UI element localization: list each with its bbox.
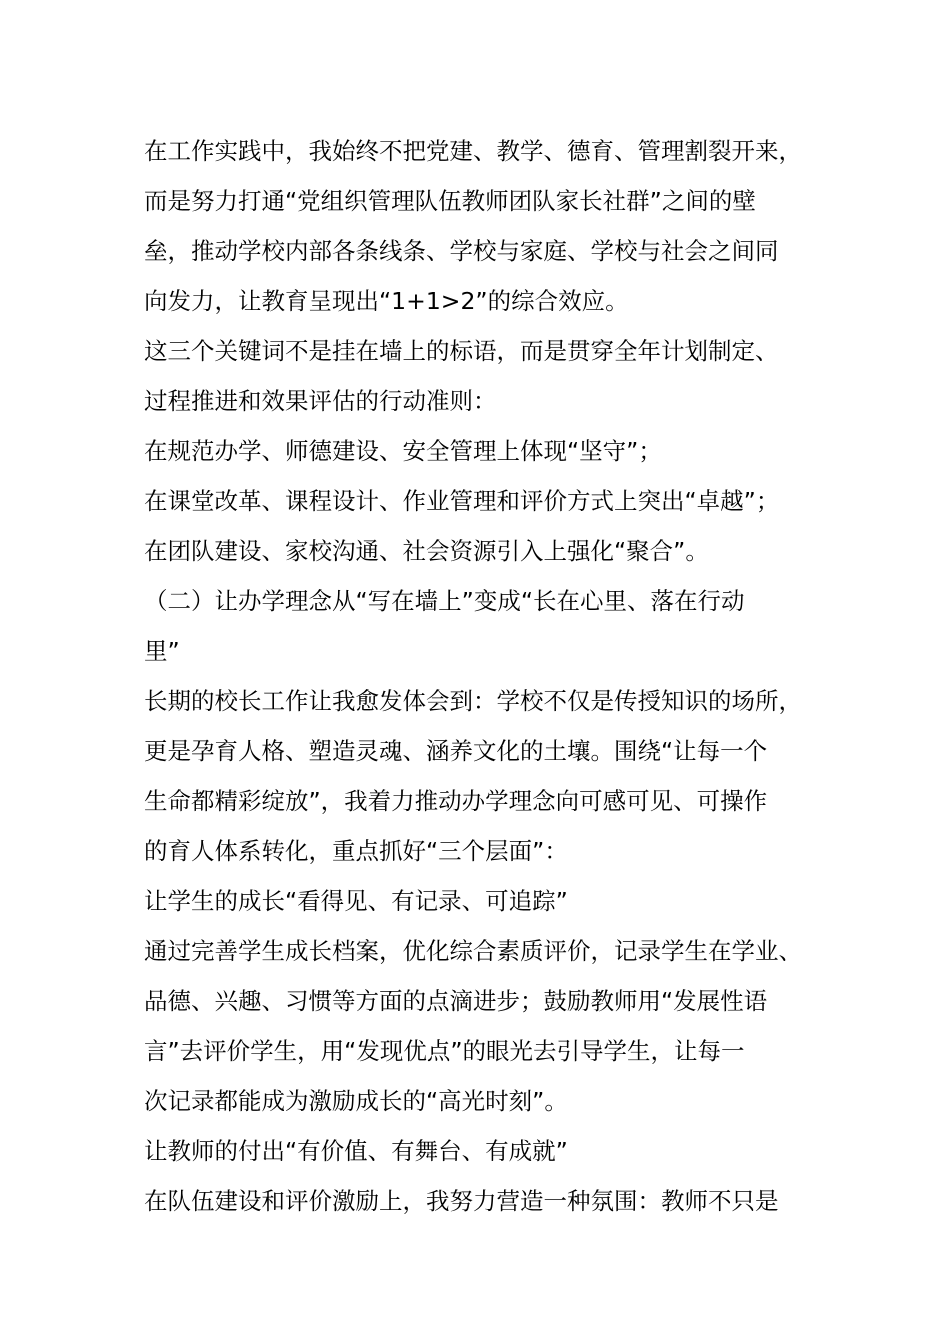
subheading-line: 让教师的付出“有价值、有舞台、有成就” [144,1137,568,1165]
text-line: 更是孕育人格、塑造灵魂、涵养文化的土壤。围绕“让每一个 [144,737,768,765]
text-line: 向发力，让教育呈现出“1+1>2”的综合效应。 [144,287,629,315]
text-line: 而是努力打通“党组织管理队伍教师团队家长社群”之间的壁 [144,187,756,215]
text-line: 在规范办学、师德建设、安全管理上体现“坚守”； [144,437,662,465]
text-line: 品德、兴趣、习惯等方面的点滴进步；鼓励教师用“发展性语 [144,987,768,1015]
text-line: 长期的校长工作让我愈发体会到：学校不仅是传授知识的场所， [144,687,802,715]
text-line: 生命都精彩绽放”，我着力推动办学理念向可感可见、可操作 [144,787,768,815]
text-line: 这三个关键词不是挂在墙上的标语，而是贯穿全年计划制定、 [144,337,779,365]
text-line: 在团队建设、家校沟通、社会资源引入上强化“聚合”。 [144,537,709,565]
text-line: 在工作实践中，我始终不把党建、教学、德育、管理割裂开来， [144,137,802,165]
text-line: 在课堂改革、课程设计、作业管理和评价方式上突出“卓越”； [144,487,780,515]
text-line: 言”去评价学生，用“发现优点”的眼光去引导学生，让每一 [144,1037,745,1065]
text-line: 垒，推动学校内部各条线条、学校与家庭、学校与社会之间同 [144,237,779,265]
text-line: 次记录都能成为激励成长的“高光时刻”。 [144,1087,568,1115]
section-heading-line: （二）让办学理念从“写在墙上”变成“长在心里、落在行动 [144,587,745,615]
section-heading-line: 里” [144,637,180,665]
text-line: 通过完善学生成长档案，优化综合素质评价，记录学生在学业、 [144,937,802,965]
text-line: 在队伍建设和评价激励上，我努力营造一种氛围：教师不只是 [144,1187,779,1215]
text-line: 的育人体系转化，重点抓好“三个层面”： [144,837,568,865]
text-line: 过程推进和效果评估的行动准则： [144,387,497,415]
subheading-line: 让学生的成长“看得见、有记录、可追踪” [144,887,568,915]
document-body [144,126,834,1226]
